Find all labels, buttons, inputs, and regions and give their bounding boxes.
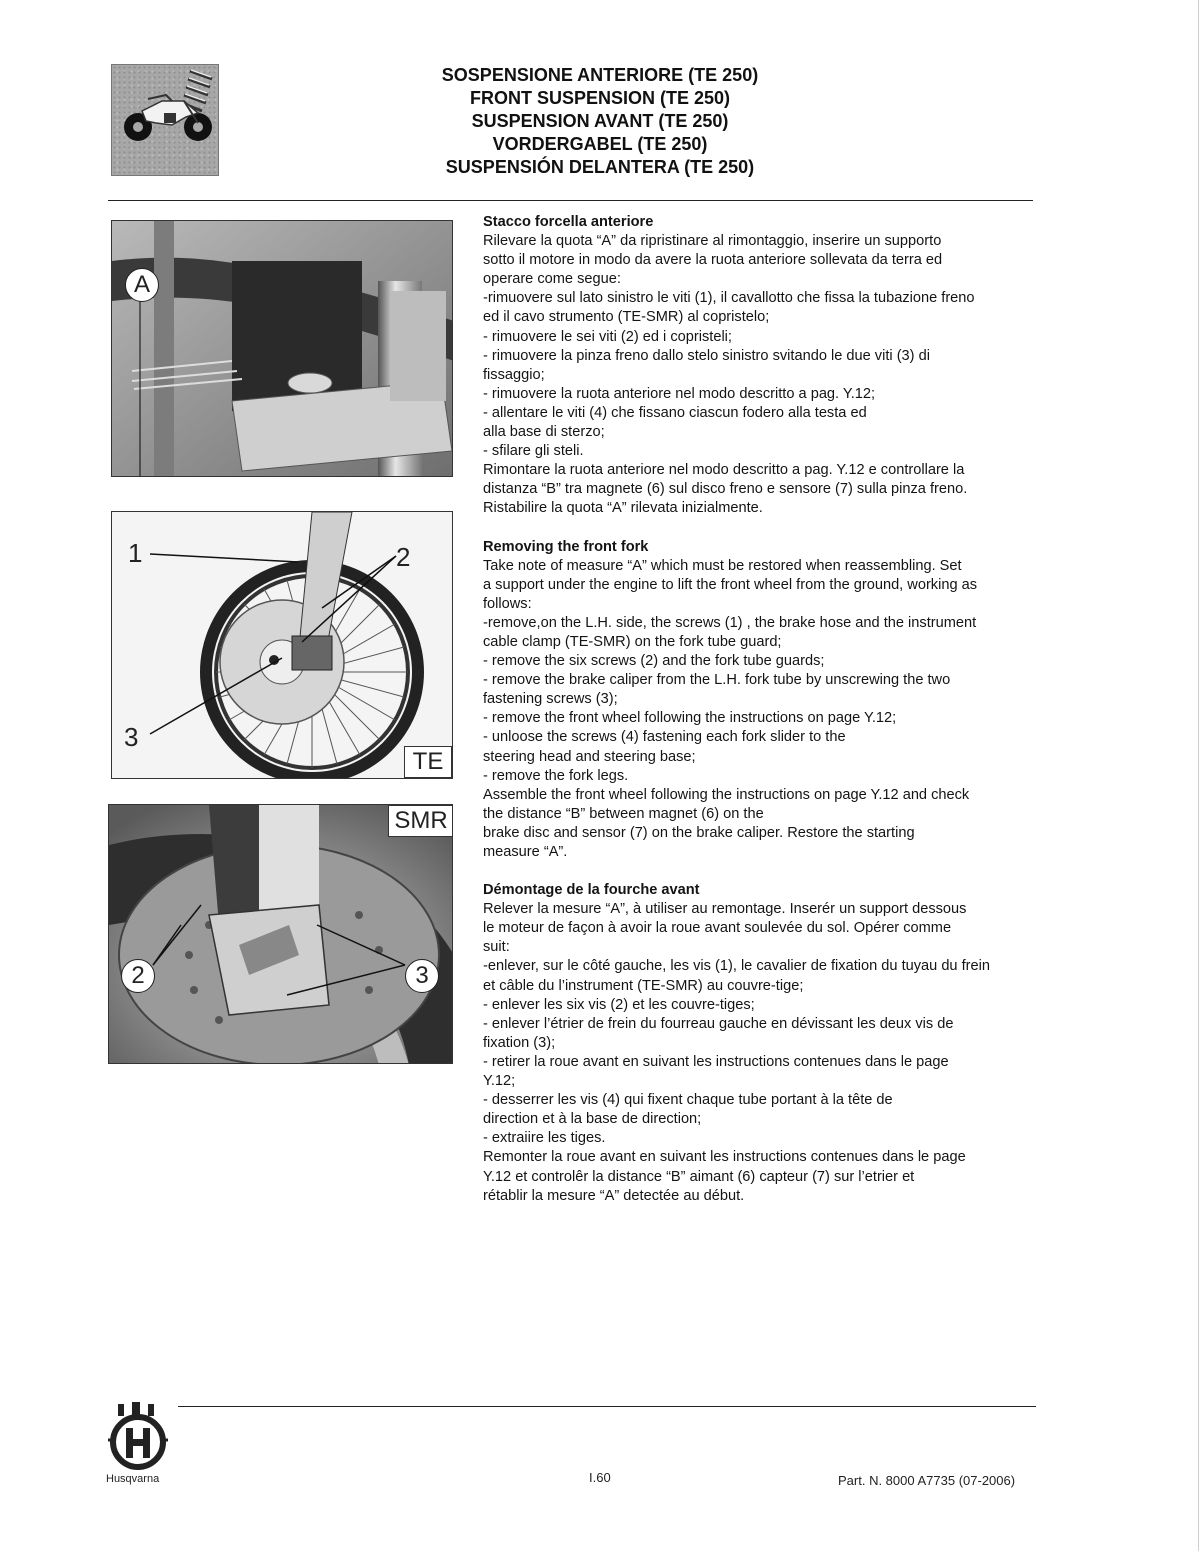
text-line: steering head and steering base; <box>483 748 696 765</box>
variant-smr-badge: SMR <box>388 805 453 837</box>
text-line: Rilevare la quota “A” da ripristinare al rimontaggio, inserire un supporto <box>483 233 942 250</box>
title-line-es: SUSPENSIÓN DELANTERA (TE 250) <box>445 157 755 177</box>
text-line: le moteur de façon à avoir la roue avant soulevée du sol. Opérer comme <box>483 920 952 937</box>
text-line: - retirer la roue avant en suivant les instructions contenues dans le page <box>483 1053 949 1070</box>
text-line: - enlever l’étrier de frein du fourreau gauche en dévissant les deux vis de <box>483 1015 954 1032</box>
label-2: 2 <box>121 959 155 993</box>
text-line: Assemble the front wheel following the instructions on page Y.12 and check <box>483 786 970 803</box>
text-line: a support under the engine to lift the front wheel from the ground, working as <box>483 576 978 593</box>
title-line-it: SOSPENSIONE ANTERIORE (TE 250) <box>441 65 759 85</box>
text-line: cable clamp (TE-SMR) on the fork tube guard; <box>483 633 782 650</box>
brand-name: Husqvarna <box>106 1473 160 1485</box>
text-line: suit: <box>483 939 510 956</box>
text-line: Y.12; <box>483 1073 516 1090</box>
page-title <box>380 64 820 179</box>
part-number: Part. N. 8000 A7735 (07-2006) <box>838 1473 1016 1488</box>
text-line: - remove the fork legs. <box>483 767 629 784</box>
text-line: fastening screws (3); <box>483 691 618 708</box>
section-english <box>483 538 1028 863</box>
text-line: - allentare le viti (4) che fissano ciascun fodero alla testa ed <box>483 404 867 421</box>
label-1: 1 <box>128 538 143 568</box>
label-3: 3 <box>124 722 139 752</box>
text-line: Take note of measure “A” which must be restored when reassembling. Set <box>483 557 962 574</box>
text-line: distanza “B” tra magnete (6) sul disco freno e sensore (7) sulla pinza freno. <box>483 481 968 498</box>
text-line: direction et à la base de direction; <box>483 1111 702 1128</box>
label-3: 3 <box>405 959 439 993</box>
text-line: - extraiire les tiges. <box>483 1130 606 1147</box>
text-line: brake disc and sensor (7) on the brake caliper. Restore the starting <box>483 824 915 841</box>
text-line: Remonter la roue avant en suivant les instructions contenues dans le page <box>483 1149 966 1166</box>
text-line: fixation (3); <box>483 1034 556 1051</box>
text-line: Ristabilire la quota “A” rilevata inizialmente. <box>483 500 763 517</box>
text-line: sotto il motore in modo da avere la ruota anteriore sollevata da terra ed <box>483 252 943 269</box>
text-line: - enlever les six vis (2) et les couvre-tiges; <box>483 996 755 1013</box>
text-line: Rimontare la ruota anteriore nel modo descritto a pag. Y.12 e controllare la <box>483 462 965 479</box>
text-line: - desserrer les vis (4) qui fixent chaque tube portant à la tête de <box>483 1092 893 1109</box>
text-line: follows: <box>483 595 532 612</box>
variant-te-badge: TE <box>404 746 452 778</box>
te-front-wheel-photo <box>111 511 453 779</box>
text-line: - rimuovere le sei viti (2) ed i copristeli; <box>483 328 732 345</box>
text-line: Y.12 et controlêr la distance “B” aimant (6) capteur (7) sur l’etrier et <box>483 1168 915 1185</box>
text-line: fissaggio; <box>483 366 545 383</box>
section-italian <box>483 213 1028 519</box>
fork-clamp-photo <box>111 220 453 477</box>
title-line-de: VORDERGABEL (TE 250) <box>492 134 708 154</box>
text-line: - rimuovere la ruota anteriore nel modo descritto a pag. Y.12; <box>483 385 876 402</box>
page-number: I.60 <box>589 1470 611 1485</box>
text-line: Relever la mesure “A”, à utiliser au remontage. Inserér un support dessous <box>483 901 967 918</box>
title-line-fr: SUSPENSION AVANT (TE 250) <box>471 111 729 131</box>
section-heading: Démontage de la fourche avant <box>483 882 700 899</box>
smr-front-wheel-photo <box>108 804 453 1064</box>
title-line-en: FRONT SUSPENSION (TE 250) <box>469 88 731 108</box>
text-line: - rimuovere la pinza freno dallo stelo sinistro svitando le due viti (3) di <box>483 347 930 364</box>
header-divider <box>108 200 1033 201</box>
text-line: et câble du l’instrument (TE-SMR) au couvre-tige; <box>483 977 804 994</box>
instructions-column <box>483 213 1028 1225</box>
text-line: -rimuovere sul lato sinistro le viti (1), il cavallotto che fissa la tubazione freno <box>483 290 975 307</box>
text-line: - unloose the screws (4) fastening each fork slider to the <box>483 729 846 746</box>
section-heading: Stacco forcella anteriore <box>483 214 654 230</box>
text-line: operare come segue: <box>483 271 621 288</box>
text-line: alla base di sterzo; <box>483 424 605 441</box>
section-heading: Removing the front fork <box>483 538 649 555</box>
text-line: -enlever, sur le côté gauche, les vis (1), le cavalier de fixation du tuyau du frein <box>483 958 990 975</box>
text-line: - sfilare gli steli. <box>483 443 584 460</box>
section-french <box>483 881 1028 1206</box>
text-line: ed il cavo strumento (TE-SMR) al copristelo; <box>483 309 770 326</box>
text-line: - remove the six screws (2) and the fork tube guards; <box>483 653 825 670</box>
text-line: -remove,on the L.H. side, the screws (1) , the brake hose and the instrument <box>483 614 977 631</box>
text-line: - remove the brake caliper from the L.H. fork tube by unscrewing the two <box>483 672 951 689</box>
text-line: - remove the front wheel following the instructions on page Y.12; <box>483 710 897 727</box>
text-line: the distance “B” between magnet (6) on the <box>483 805 764 822</box>
label-2: 2 <box>396 542 411 572</box>
label-a: A <box>125 268 159 302</box>
text-line: rétablir la mesure “A” detectée au début. <box>483 1187 745 1204</box>
text-line: measure “A”. <box>483 844 568 860</box>
footer-divider <box>178 1406 1036 1407</box>
front-suspension-icon <box>111 64 219 176</box>
